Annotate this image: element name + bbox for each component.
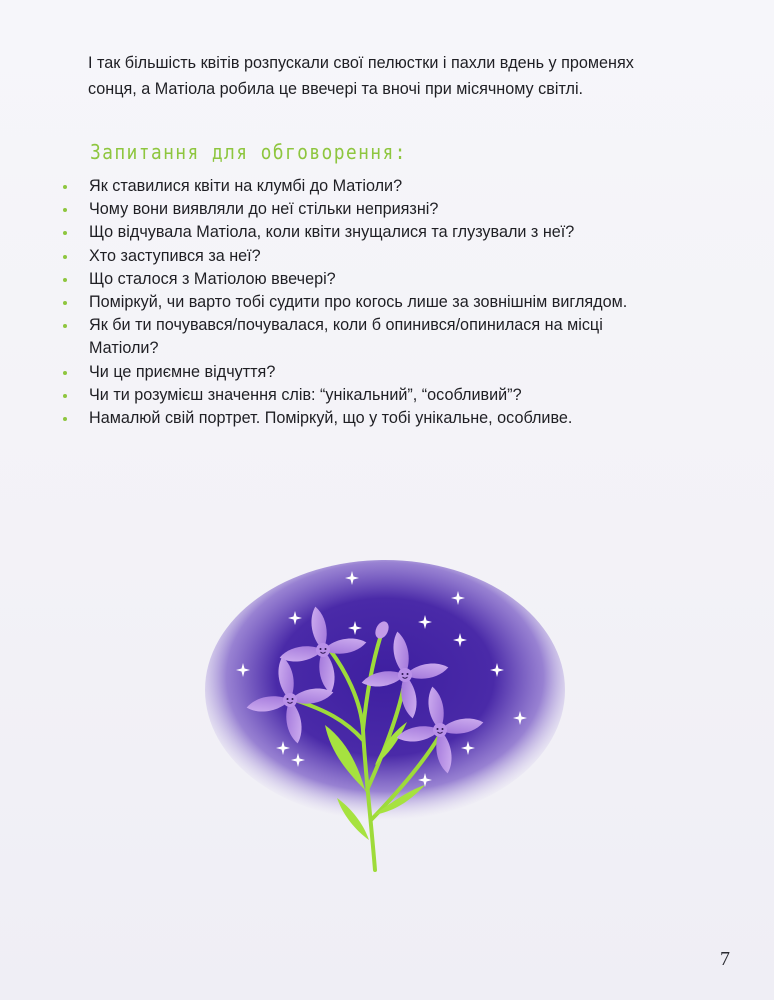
bullet-dot [63, 371, 67, 375]
bullet-dot [63, 394, 67, 398]
list-item [60, 245, 740, 268]
question-text: Намалюй свій портрет. Поміркуй, що у тобі унікальне, особливе. [89, 409, 573, 428]
bullet-dot [63, 231, 67, 235]
bullet-dot [63, 255, 67, 259]
bullet-dot [63, 417, 67, 421]
list-item [60, 384, 740, 407]
intro-line-1: І так більшість квітів розпускали свої пелюстки і пахли вдень у променях [88, 54, 634, 72]
list-item [60, 221, 740, 244]
list-item [60, 361, 740, 384]
bullet-dot [63, 208, 67, 212]
intro-paragraph [88, 50, 738, 102]
list-item [60, 291, 740, 314]
matthiola-flower-illustration [195, 540, 585, 880]
question-text: Чому вони виявляли до неї стільки неприязні? [89, 200, 439, 219]
night-sky-blob [205, 560, 565, 820]
question-text: Як ставилися квіти на клумбі до Матіоли? [89, 177, 403, 195]
list-item [60, 407, 740, 430]
page-number: 7 [720, 948, 730, 970]
list-item [60, 198, 740, 221]
question-text-continued: Матіоли? [89, 339, 159, 358]
bullet-dot [63, 301, 67, 305]
bullet-dot [63, 278, 67, 282]
question-text: Чи ти розумієш значення слів: “унікальний”, “особливий”? [89, 385, 522, 404]
bullet-dot [63, 324, 67, 328]
question-text: Чи це приємне відчуття? [89, 362, 276, 381]
list-item [60, 314, 740, 360]
question-text: Як би ти почувався/почувалася, коли б опинився/опинилася на місці [89, 316, 603, 335]
discussion-questions-list [60, 175, 740, 430]
question-text: Що сталося з Матіолою ввечері? [89, 269, 336, 288]
list-item [60, 268, 740, 291]
discussion-heading: Запитання для обговорення: [90, 140, 407, 164]
question-text: Поміркуй, чи варто тобі судити про когось лише за зовнішнім виглядом. [89, 293, 628, 312]
question-text: Що відчувала Матіола, коли квіти знущалися та глузували з неї? [89, 223, 575, 242]
bullet-dot [63, 185, 67, 189]
list-item [60, 175, 740, 198]
question-text: Хто заступився за неї? [89, 246, 261, 265]
intro-line-2: сонця, а Матіола робила це ввечері та вночі при місячному світлі. [88, 80, 584, 98]
